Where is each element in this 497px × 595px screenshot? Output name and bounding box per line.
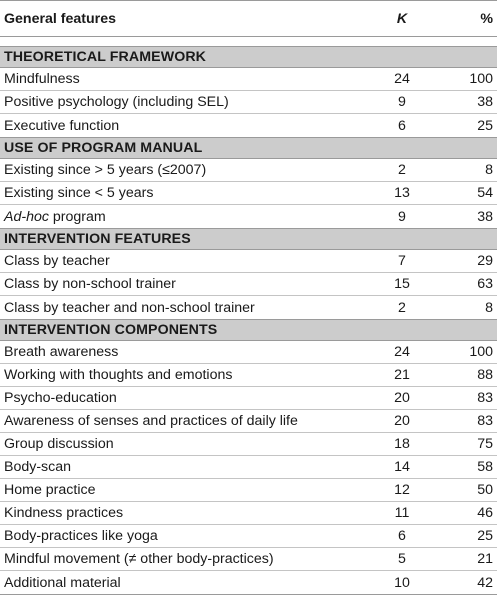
- row-percent: 58: [477, 459, 493, 475]
- row-k: 2: [398, 299, 406, 316]
- table-row: [0, 456, 497, 479]
- section-header-intervention-features: [0, 228, 497, 250]
- table-row: [0, 159, 497, 182]
- table-row: [0, 410, 497, 433]
- row-percent: 100: [469, 344, 493, 360]
- row-k: 20: [394, 413, 410, 429]
- row-label: Kindness practices: [4, 505, 124, 521]
- row-label: Body-scan: [4, 459, 72, 475]
- row-percent: 46: [477, 505, 493, 521]
- row-percent: 100: [469, 71, 493, 87]
- row-k: 9: [398, 208, 406, 225]
- table-row: [0, 548, 497, 571]
- table-row: [0, 364, 497, 387]
- row-label: Positive psychology (including SEL): [4, 94, 229, 110]
- row-label: Awareness of senses and practices of daily life: [4, 413, 298, 429]
- row-percent: 63: [477, 276, 493, 292]
- table-row: [0, 341, 497, 364]
- section-header-intervention-components: [0, 319, 497, 341]
- header-k: K: [396, 10, 408, 27]
- section-header-program-manual: [0, 137, 497, 159]
- row-k: 11: [394, 505, 410, 521]
- row-k: 7: [398, 253, 406, 269]
- table-row: [0, 502, 497, 525]
- section-title: INTERVENTION COMPONENTS: [4, 322, 218, 338]
- row-percent: 21: [477, 551, 493, 567]
- row-percent: 83: [477, 413, 493, 429]
- row-label: Group discussion: [4, 436, 114, 452]
- row-label: Working with thoughts and emotions: [4, 367, 233, 383]
- spacer: [0, 37, 497, 46]
- section-title: USE OF PROGRAM MANUAL: [4, 140, 203, 156]
- table-row: [0, 250, 497, 273]
- table-row: [0, 114, 497, 137]
- row-k: 24: [394, 71, 410, 87]
- row-label: Executive function: [4, 117, 120, 134]
- row-percent: 88: [477, 367, 493, 383]
- row-label: Body-practices like yoga: [4, 528, 158, 544]
- row-label: Existing since < 5 years: [4, 185, 154, 201]
- table-row: [0, 273, 497, 296]
- section-title: THEORETICAL FRAMEWORK: [4, 49, 207, 65]
- row-k: 20: [394, 390, 410, 406]
- row-k: 6: [398, 528, 406, 544]
- row-percent: 25: [477, 528, 493, 544]
- table-row: [0, 387, 497, 410]
- row-label: Mindful movement (≠ other body-practices): [4, 551, 274, 567]
- row-percent: 50: [477, 482, 493, 498]
- header-percent: %: [480, 10, 493, 27]
- row-label: Mindfulness: [4, 71, 80, 87]
- row-k: 15: [394, 276, 410, 292]
- row-k: 10: [394, 574, 410, 591]
- table-row: [0, 182, 497, 205]
- row-k: 18: [394, 436, 410, 452]
- row-label: Existing since > 5 years (≤2007): [4, 162, 207, 178]
- row-percent: 75: [477, 436, 493, 452]
- row-k: 9: [398, 94, 406, 110]
- row-percent: 8: [485, 299, 493, 316]
- row-k: 21: [394, 367, 410, 383]
- row-percent: 38: [477, 94, 493, 110]
- row-percent: 8: [485, 162, 493, 178]
- row-label: Additional material: [4, 574, 121, 591]
- row-k: 12: [394, 482, 410, 498]
- row-percent: 38: [477, 208, 493, 225]
- row-percent: 25: [477, 117, 493, 134]
- row-label-italic: Ad-hoc: [4, 208, 49, 225]
- table-row: [0, 433, 497, 456]
- row-percent: 42: [477, 574, 493, 591]
- row-label: Class by non-school trainer: [4, 276, 176, 292]
- section-title: INTERVENTION FEATURES: [4, 231, 191, 247]
- table-row: [0, 479, 497, 502]
- table-row: [0, 571, 497, 594]
- row-percent: 83: [477, 390, 493, 406]
- row-k: 5: [398, 551, 406, 567]
- table-row: [0, 91, 497, 114]
- section-header-theoretical-framework: [0, 46, 497, 68]
- row-k: 13: [394, 185, 410, 201]
- table-row: [0, 525, 497, 548]
- row-k: 24: [394, 344, 410, 360]
- row-percent: 29: [477, 253, 493, 269]
- row-label: Class by teacher and non-school trainer: [4, 299, 255, 316]
- row-k: 14: [394, 459, 410, 475]
- row-percent: 54: [477, 185, 493, 201]
- table-header-row: [0, 0, 497, 37]
- row-label: Breath awareness: [4, 344, 119, 360]
- row-label: Psycho-education: [4, 390, 117, 406]
- row-k: 6: [398, 117, 406, 134]
- header-general-features: General features: [4, 10, 116, 27]
- row-label-rest: program: [48, 208, 106, 225]
- table-row: [0, 68, 497, 91]
- row-label: Home practice: [4, 482, 96, 498]
- table-row: [0, 205, 497, 228]
- row-k: 2: [398, 162, 406, 178]
- row-label: [0, 209, 367, 225]
- row-label: Class by teacher: [4, 253, 110, 269]
- table-row: [0, 296, 497, 319]
